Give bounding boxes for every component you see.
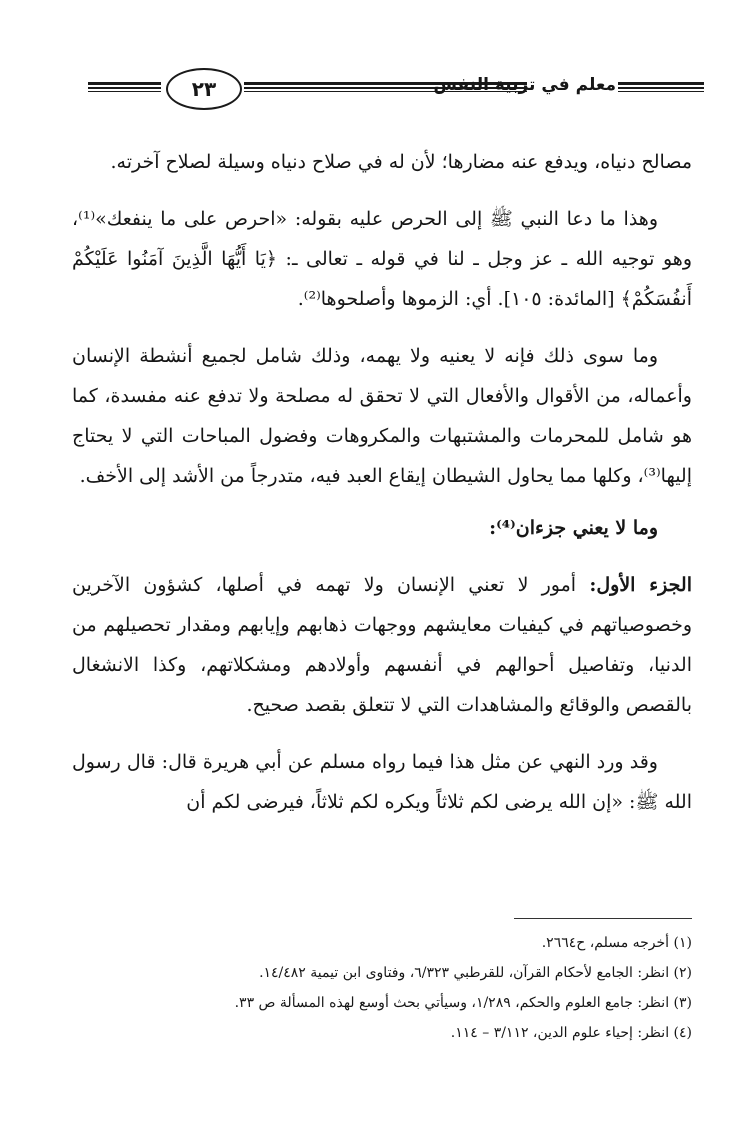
paragraph-4	[72, 565, 692, 725]
running-title: معلم في تربية النفس	[433, 75, 616, 95]
footnote-4: (٤) انظر: إحياء علوم الدين، ٣/١١٢ – ١١٤.	[450, 1025, 692, 1041]
header-rule-right	[618, 82, 704, 92]
footnote-3: (٣) انظر: جامع العلوم والحكم، ١/٢٨٩، وسيأتي بحث أوسع لهذه المسألة ص ٣٣.	[234, 995, 692, 1011]
paragraph-2: وهذا ما دعا النبي ﷺ إلى الحرص عليه بقوله: «احرص على ما ينفعك»⁽¹⁾، وهو توجيه الله ـ عز وجل ـ لنا في قوله ـ تعالى ـ: ﴿يَا أَيُّهَا الَّذِينَ آمَنُوا عَلَيْكُمْ أَنفُسَكُمْ﴾ [المائدة: ١٠٥]. أي: الزموها وأصلحوها⁽²⁾.	[72, 208, 692, 310]
header-rule-left	[88, 82, 161, 92]
paragraph-3: وما سوى ذلك فإنه لا يعنيه ولا يهمه، وذلك شامل لجميع أنشطة الإنسان وأعماله، من الأقوال والأفعال التي لا تحقق له مصلحة ولا تدفع عنه مفسدة، كما هو شامل للمحرمات والمشتبهات والمكروهات وفضول المباحات التي لا يحتاج إليها⁽³⁾، وكلها مما يحاول الشيطان إيقاع العبد فيه، متدرجاً من الأشد إلى الأخف.	[72, 345, 692, 487]
paragraph-1: مصالح دنياه، ويدفع عنه مضارها؛ لأن له في صلاح دنياه وسيلة لصلاح آخرته.	[110, 151, 692, 173]
footnote-2: (٢) انظر: الجامع لأحكام القرآن، للقرطبي ٦/٣٢٣، وفتاوى ابن تيمية ١٤/٤٨٢.	[259, 965, 692, 981]
page-header	[88, 62, 704, 112]
footnotes	[72, 928, 692, 1048]
paragraph-5: وقد ورد النهي عن مثل هذا فيما رواه مسلم عن أبي هريرة قال: قال رسول الله ﷺ: «إن الله يرضى لكم ثلاثاً ويكره لكم ثلاثاً، فيرضى لكم أن	[72, 751, 692, 813]
footnote-1: (١) أخرجه مسلم، ح٢٦٦٤.	[541, 935, 692, 951]
footnote-divider	[514, 918, 692, 919]
paragraph-4-text: أمور لا تعني الإنسان ولا تهمه في أصلها، كشؤون الآخرين وخصوصياتهم في كيفيات معايشهم ووجهات ذهابهم وإيابهم ومقدار تحصيلهم من الدنيا، وتفاصيل أحوالهم في أنفسهم وأولادهم ومشكلاتهم، وكذا الانشغال بالقصص والوقائع والمشاهدات التي لا تتعلق بقصد صحيح.	[72, 574, 692, 716]
paragraph-4-lead: الجزء الأول:	[589, 574, 692, 596]
page-number: ٢٣	[166, 68, 242, 110]
section-subheading: وما لا يعني جزءان⁽⁴⁾:	[489, 517, 658, 539]
body-text	[72, 142, 692, 839]
